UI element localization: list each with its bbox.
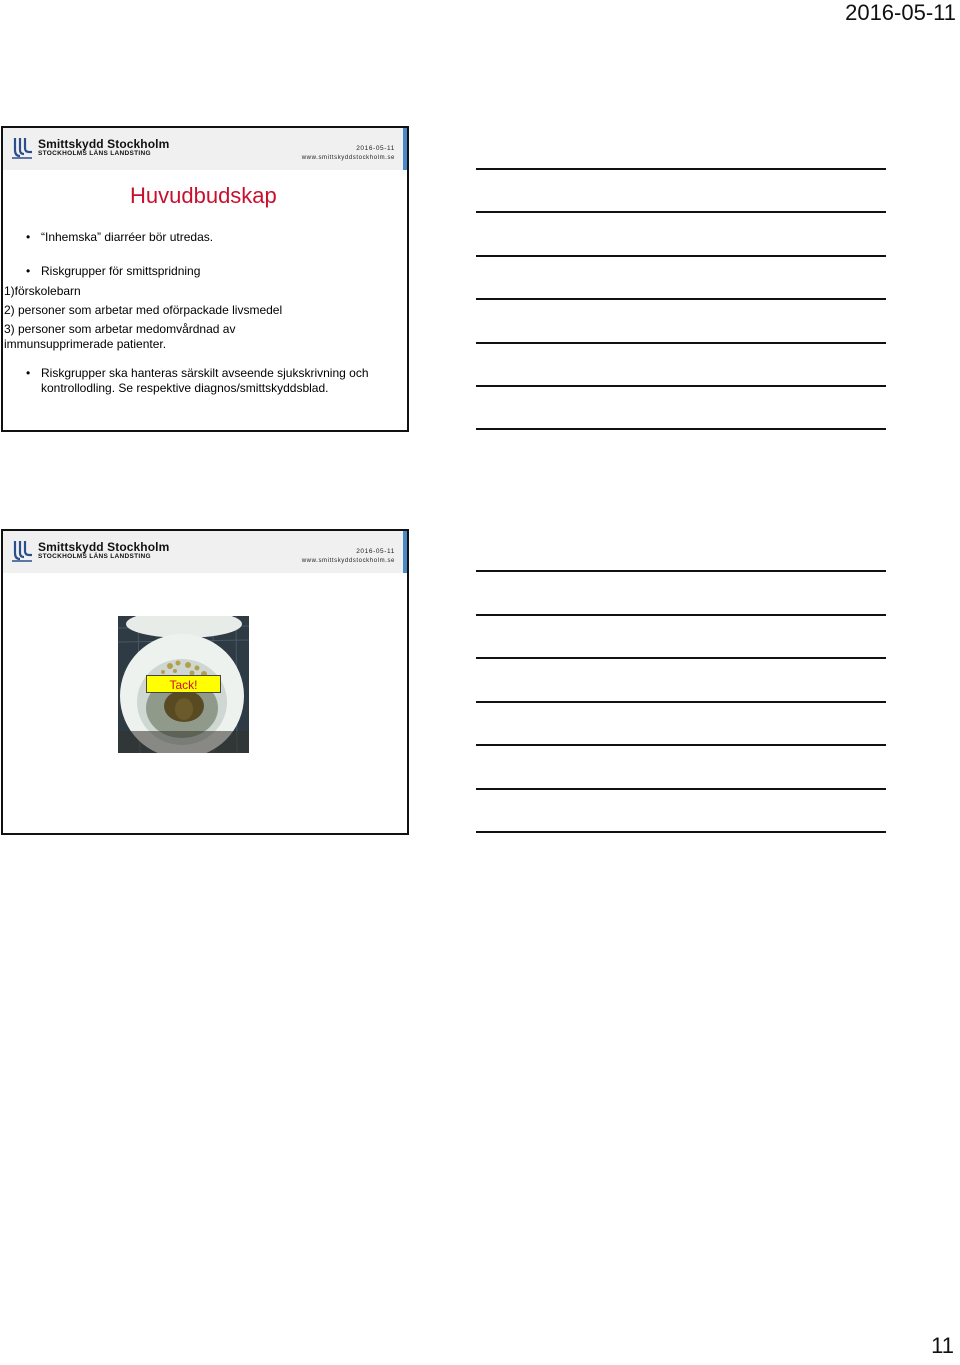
header-accent-bar bbox=[403, 531, 407, 573]
notes-line bbox=[476, 385, 886, 387]
bullet-item: • Riskgrupper för smittspridning bbox=[26, 264, 401, 279]
notes-line bbox=[476, 342, 886, 344]
smittskydd-logo-icon bbox=[11, 539, 33, 563]
logo bbox=[11, 539, 169, 563]
slide-header-date: 2016-05-11 bbox=[356, 145, 395, 152]
notes-line bbox=[476, 298, 886, 300]
logo-subtitle: STOCKHOLMS LÄNS LANDSTING bbox=[38, 150, 151, 158]
slide-header-url: www.smittskyddstockholm.se bbox=[301, 155, 395, 161]
logo-subtitle: STOCKHOLMS LÄNS LANDSTING bbox=[38, 553, 151, 561]
notes-line bbox=[476, 614, 886, 616]
logo-title: Smittskydd Stockholm bbox=[38, 137, 170, 152]
page-number: 11 bbox=[931, 1333, 954, 1358]
slide-2 bbox=[1, 529, 409, 835]
slide-header-date: 2016-05-11 bbox=[356, 548, 395, 555]
notes-line bbox=[476, 428, 886, 430]
slide-1 bbox=[1, 126, 409, 432]
sub-line: 3) personer som arbetar medomvårdnad av immunsupprimerade patienter. bbox=[4, 322, 236, 351]
notes-line bbox=[476, 657, 886, 659]
slide-header bbox=[3, 128, 407, 170]
logo bbox=[11, 136, 169, 160]
toilet-photo bbox=[118, 616, 249, 753]
bullet-item: • “Inhemska” diarréer bör utredas. bbox=[26, 230, 401, 245]
slide-header-url: www.smittskyddstockholm.se bbox=[301, 558, 395, 564]
notes-line bbox=[476, 211, 886, 213]
bullet-item: • Riskgrupper ska hanteras särskilt avseende sjukskrivning och kontrollodling. Se respektive diagnos/smittskyddsblad. bbox=[26, 366, 401, 396]
notes-line bbox=[476, 744, 886, 746]
notes-line bbox=[476, 168, 886, 170]
notes-line bbox=[476, 570, 886, 572]
smittskydd-logo-icon bbox=[11, 136, 33, 160]
header-accent-bar bbox=[403, 128, 407, 170]
slide-header bbox=[3, 531, 407, 573]
sub-line: 1)förskolebarn bbox=[4, 284, 81, 298]
slide-body bbox=[4, 230, 401, 396]
slide-title: Huvudbudskap bbox=[130, 183, 277, 208]
notes-line bbox=[476, 701, 886, 703]
notes-line bbox=[476, 255, 886, 257]
notes-line bbox=[476, 831, 886, 833]
logo-title: Smittskydd Stockholm bbox=[38, 540, 170, 555]
page-date: 2016-05-11 bbox=[845, 0, 956, 25]
notes-line bbox=[476, 788, 886, 790]
sub-line: 2) personer som arbetar med oförpackade livsmedel bbox=[4, 303, 283, 317]
tack-caption: Tack! bbox=[146, 675, 221, 693]
